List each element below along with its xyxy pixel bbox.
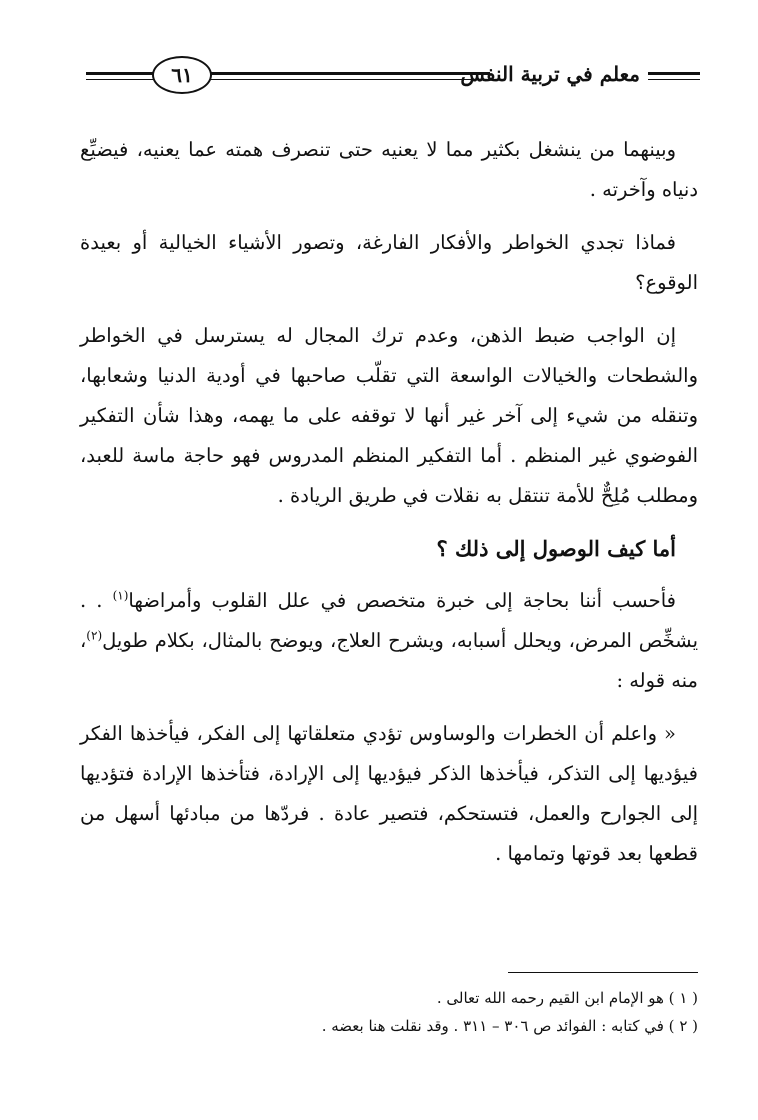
- footnote-1: ( ١ ) هو الإمام ابن القيم رحمه الله تعالى .: [436, 989, 698, 1007]
- page-number: ٦١: [171, 63, 193, 87]
- footnote-ref-2: (٢): [86, 628, 103, 643]
- paragraph-4-part-b: . . يشخِّص المرض، ويحلل أسبابه، ويشرح العلاج، ويوضح بالمثال، بكلام طويل: [80, 589, 698, 652]
- header-rule-right: [648, 72, 700, 80]
- header-rule-left: [86, 72, 154, 80]
- footnote-2: ( ٢ ) في كتابه : الفوائد ص ٣٠٦ – ٣١١ . وقد نقلت هنا بعضه .: [321, 1017, 698, 1035]
- running-title: معلم في تربية النفس: [460, 62, 640, 86]
- main-text: [80, 130, 698, 887]
- page-number-oval: [152, 56, 212, 94]
- paragraph-4-part-a: فأحسب أننا بحاجة إلى خبرة متخصص في علل القلوب وأمراضها: [128, 589, 677, 612]
- header-rule-middle: [204, 72, 490, 80]
- paragraph-3: إن الواجب ضبط الذهن، وعدم ترك المجال له يسترسل في الخواطر والشطحات والخيالات الواسعة التي تقلّب صاحبها في أودية الدنيا وشعابها، وتنقله من شيء إلى آخر غير أنها لا توقفه على ما يهمه، وهذا شأن التفكير الفوضوي غير المنظم . أما التفكير المنظم المدروس فهو حاجة ماسة للعبد، ومطلب مُلِحٌّ للأمة تنتقل به نقلات في طريق الريادة .: [80, 324, 698, 507]
- paragraph-4: [80, 581, 698, 701]
- quotation-paragraph: « واعلم أن الخطرات والوساوس تؤدي متعلقاتها إلى الفكر، فيأخذها الفكر فيؤديها إلى التذكر، فيأخذها الذكر فيؤديها إلى الإرادة، فتأخذها الإرادة فتؤديها إلى الجوارح والعمل، فتستحكم، فتصير عادة . فردّها من مبادئها أسهل من قطعها بعد قوتها وتمامها .: [80, 722, 698, 865]
- paragraph-4-part-c: ، منه قوله :: [80, 629, 698, 692]
- footnotes: [80, 984, 698, 1040]
- footnote-ref-1: (١): [112, 588, 129, 603]
- paragraph-1: وبينهما من ينشغل بكثير مما لا يعنيه حتى تنصرف همته عما يعنيه، فيضيِّع دنياه وآخرته .: [80, 138, 698, 201]
- page-header: [86, 52, 700, 104]
- footnote-separator: [508, 972, 698, 973]
- section-heading: أما كيف الوصول إلى ذلك ؟: [436, 536, 676, 561]
- paragraph-2: فماذا تجدي الخواطر والأفكار الفارغة، وتصور الأشياء الخيالية أو بعيدة الوقوع؟: [80, 231, 698, 294]
